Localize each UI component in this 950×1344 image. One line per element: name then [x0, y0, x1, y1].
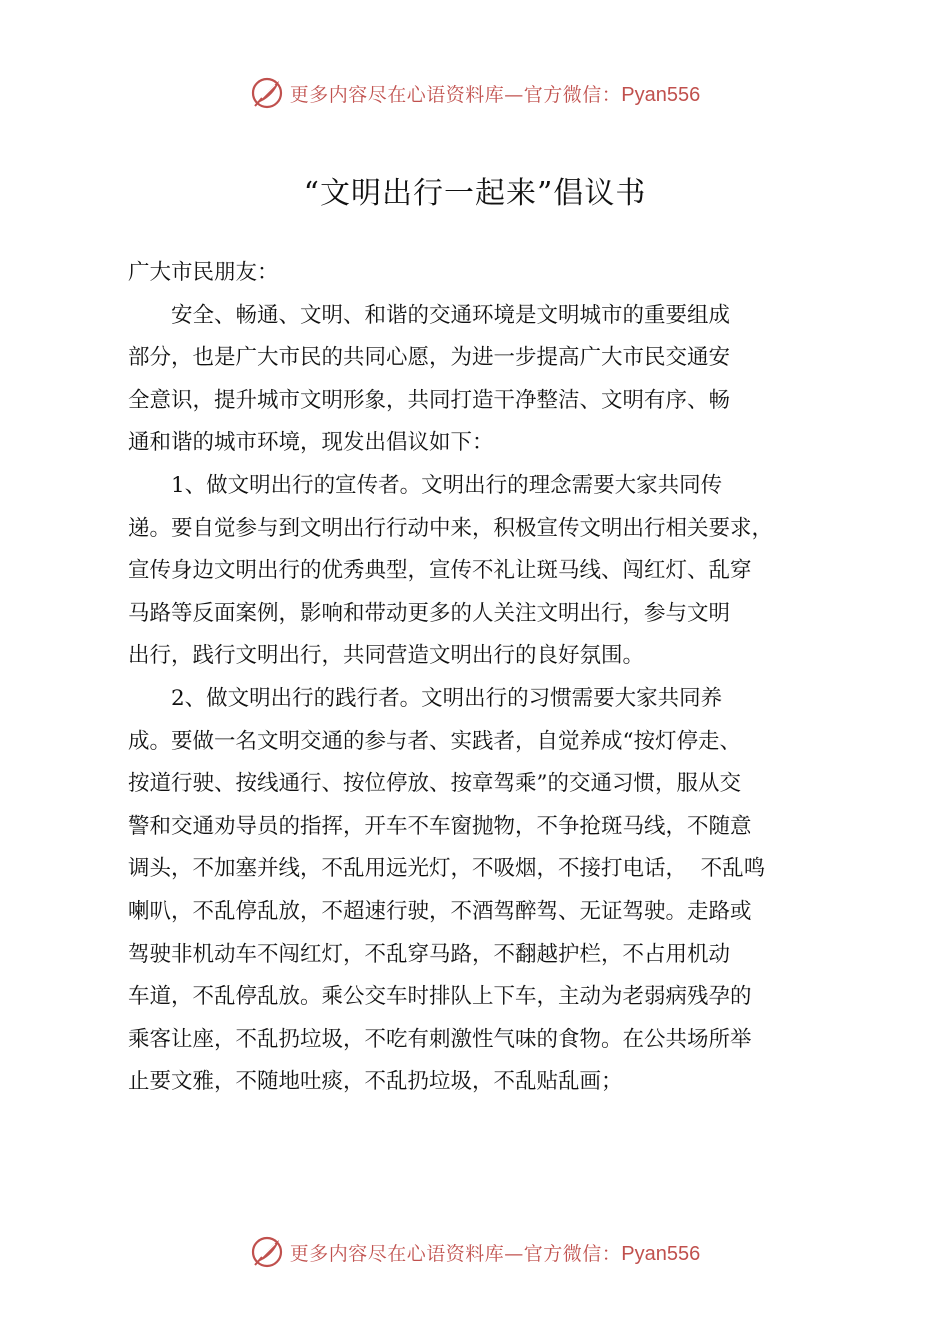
footer-watermark [0, 1232, 950, 1272]
text-line: 1、做文明出行的宣传者。文明出行的理念需要大家共同传 [171, 472, 723, 498]
salutation: 广大市民朋友： [128, 260, 279, 285]
text-line: 部分，也是广大市民的共同心愿，为进一步提高广大市民交通安 [128, 345, 731, 371]
watermark-text: 更多内容尽在心语资料库—官方微信：Pyan556 [289, 1242, 701, 1265]
text-line: 成。要做一名文明交通的参与者、实践者，自觉养成“按灯停走、 [128, 728, 741, 754]
watermark-text: 更多内容尽在心语资料库—官方微信：Pyan556 [289, 83, 701, 106]
feather-logo-icon [250, 1235, 284, 1269]
text-line: 止要文雅，不随地吐痰，不乱扔垃圾，不乱贴乱画； [128, 1069, 623, 1095]
text-line: 全意识，提升城市文明形象，共同打造干净整洁、文明有序、畅 [128, 387, 731, 413]
text-line: 喇叭，不乱停乱放，不超速行驶，不酒驾醉驾、无证驾驶。走路或 [128, 898, 752, 924]
feather-logo-icon [250, 76, 284, 110]
header-watermark [0, 73, 950, 113]
wechat-id: Pyan556 [621, 1242, 701, 1265]
text-line: 安全、畅通、文明、和谐的交通环境是文明城市的重要组成 [171, 302, 731, 328]
text-line: 乘客让座，不乱扔垃圾，不吃有刺激性气味的食物。在公共场所举 [128, 1026, 752, 1052]
text-line: 车道，不乱停乱放。乘公交车时排队上下车，主动为老弱病残孕的 [128, 984, 752, 1010]
text-line: 驾驶非机动车不闯红灯，不乱穿马路，不翻越护栏，不占用机动 [128, 941, 731, 967]
document-title: “文明出行一起来”倡议书 [303, 176, 647, 211]
document-body [128, 252, 850, 1104]
text-line: 2、做文明出行的践行者。文明出行的习惯需要大家共同养 [171, 685, 723, 711]
wechat-id: Pyan556 [621, 83, 701, 106]
text-line: 出行，践行文明出行，共同营造文明出行的良好氛围。 [128, 643, 645, 669]
text-line: 按道行驶、按线通行、按位停放、按章驾乘”的交通习惯，服从交 [128, 771, 741, 797]
text-line: 递。要自觉参与到文明出行行动中来，积极宣传文明出行相关要求， [128, 515, 774, 541]
text-line: 通和谐的城市环境，现发出倡议如下： [128, 430, 494, 456]
text-line: 宣传身边文明出行的优秀典型，宣传不礼让斑马线、闯红灯、乱穿 [128, 558, 752, 584]
text-line: 马路等反面案例，影响和带动更多的人关注文明出行，参与文明 [128, 600, 731, 626]
text-line: 警和交通劝导员的指挥，开车不车窗抛物，不争抢斑马线，不随意 [128, 813, 752, 839]
text-line: 调头，不加塞并线，不乱用远光灯，不吸烟，不接打电话， 不乱鸣 [128, 856, 766, 882]
